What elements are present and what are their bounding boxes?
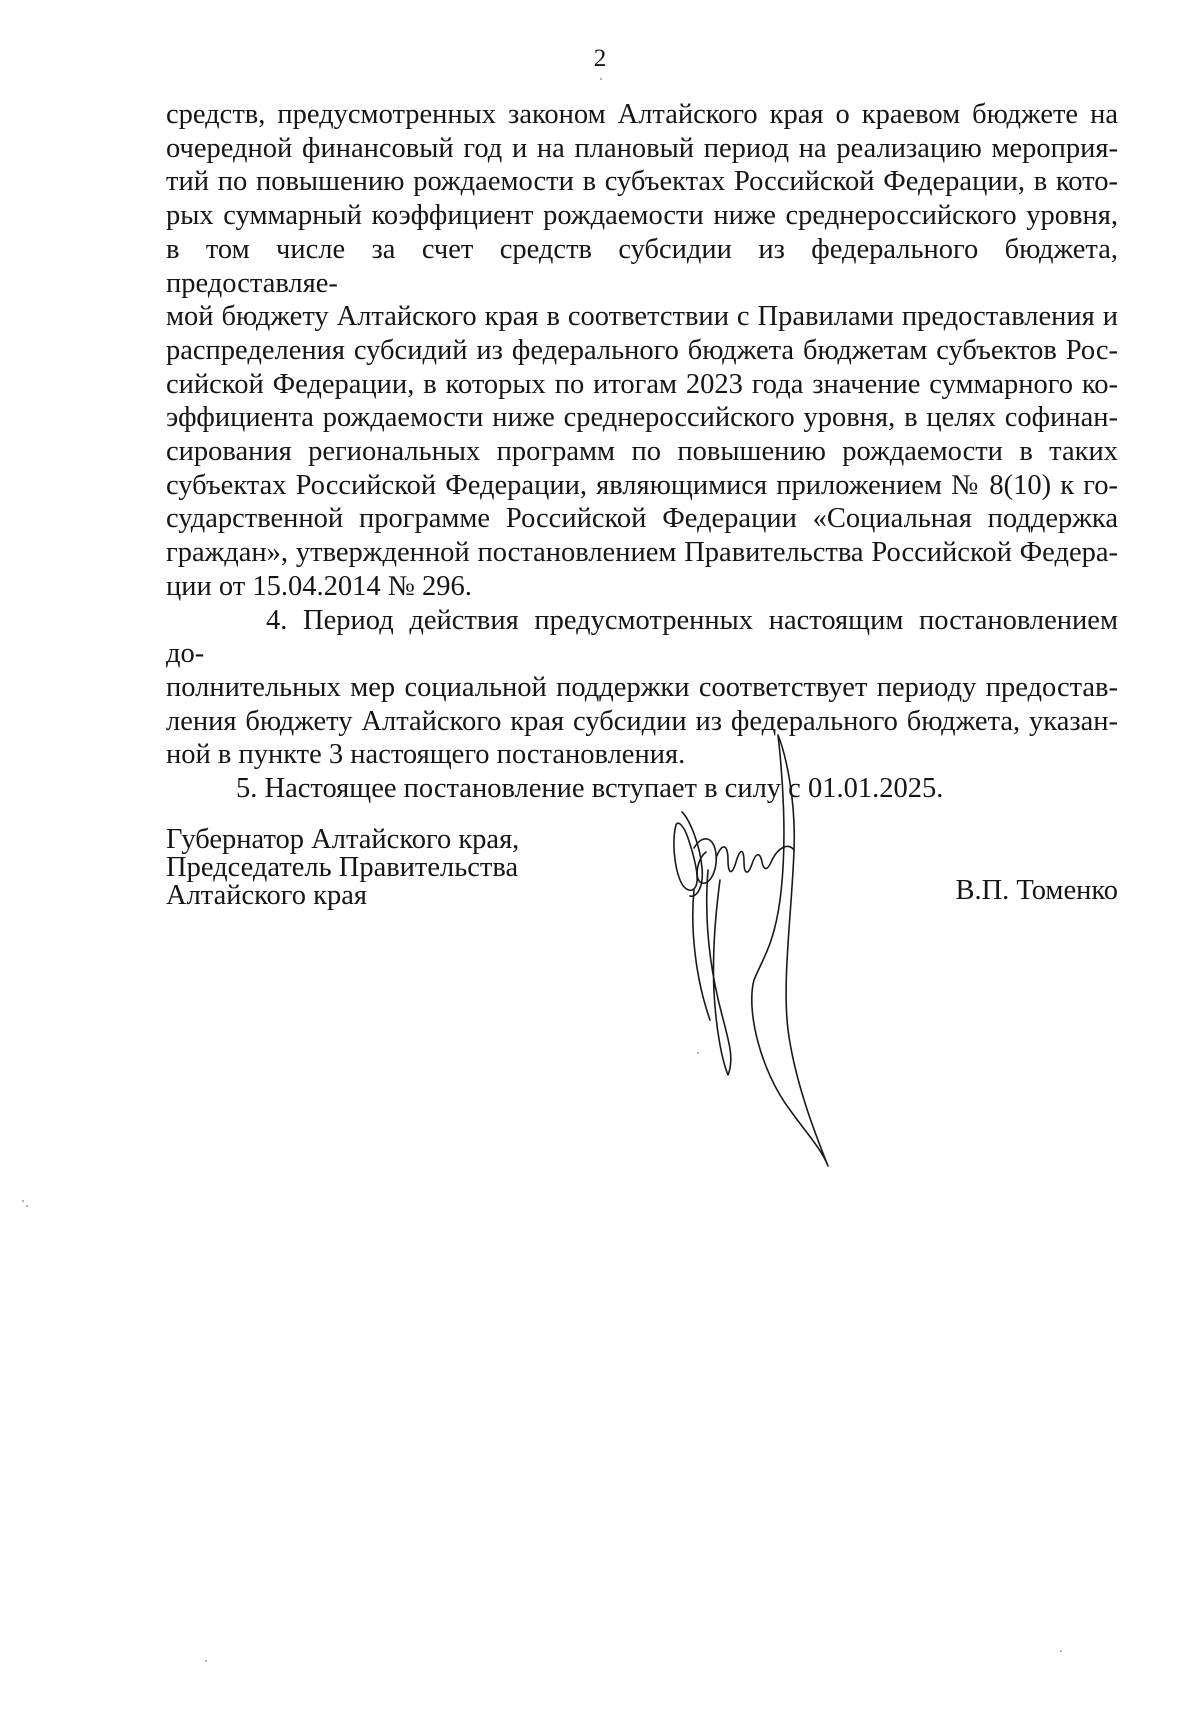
paragraph-funding-sources bbox=[166, 98, 1118, 604]
page-number: 2 bbox=[593, 45, 607, 72]
text-line: 4. Период действия предусмотренных настоящим постановлением до- bbox=[166, 604, 1118, 670]
text-line: ции от 15.04.2014 № 296. bbox=[166, 570, 472, 602]
paragraph-4-period bbox=[166, 604, 1118, 773]
text-line: сударственной программе Российской Федерации «Социальная поддержка bbox=[166, 503, 1118, 535]
scan-speck bbox=[26, 1205, 28, 1207]
position-line: Председатель Правительства bbox=[166, 852, 519, 883]
text-line: 5. Настоящее постановление вступает в силу с 01.01.2025. bbox=[236, 773, 944, 805]
document-body bbox=[166, 98, 1118, 806]
text-line: в том числе за счет средств субсидии из федерального бюджета, предоставляе- bbox=[166, 233, 1118, 299]
paragraph-5-effective-date bbox=[166, 772, 1118, 806]
scan-speck bbox=[697, 1052, 699, 1054]
position-line: Алтайского края bbox=[166, 880, 368, 911]
text-line: очередной финансовый год и на плановый период на реализацию мероприя- bbox=[166, 132, 1118, 164]
text-line: субъектах Российской Федерации, являющимися приложением № 8(10) к го- bbox=[166, 469, 1118, 501]
text-line: тий по повышению рождаемости в субъектах Российской Федерации, в кото- bbox=[166, 166, 1118, 198]
scan-speck bbox=[205, 1660, 207, 1662]
text-line: граждан», утвержденной постановлением Правительства Российской Федера- bbox=[166, 537, 1118, 569]
text-line: рых суммарный коэффициент рождаемости ниже среднероссийского уровня, bbox=[166, 200, 1118, 232]
text-line: ной в пункте 3 настоящего постановления. bbox=[166, 739, 686, 771]
text-line: мой бюджету Алтайского края в соответствии с Правилами предоставления и bbox=[166, 301, 1118, 333]
text-line: сийской Федерации, в которых по итогам 2023 года значение суммарного ко- bbox=[166, 368, 1118, 400]
text-line: средств, предусмотренных законом Алтайского края о краевом бюджете на bbox=[166, 99, 1118, 130]
signatory-name: В.П. Томенко bbox=[955, 875, 1118, 906]
signatory-position bbox=[166, 826, 519, 910]
handwritten-signature bbox=[670, 730, 900, 1190]
scan-speck bbox=[22, 1200, 24, 1202]
scan-speck bbox=[1060, 1650, 1062, 1652]
scan-speck bbox=[600, 78, 602, 80]
text-line: ления бюджету Алтайского края субсидии из федерального бюджета, указан- bbox=[166, 705, 1118, 737]
position-line: Губернатор Алтайского края, bbox=[166, 824, 520, 855]
text-line: распределения субсидий из федерального бюджета бюджетам субъектов Рос- bbox=[166, 334, 1118, 366]
text-line: сирования региональных программ по повышению рождаемости в таких bbox=[166, 436, 1118, 468]
text-line: эффициента рождаемости ниже среднероссийского уровня, в целях софинан- bbox=[166, 402, 1118, 434]
text-line: полнительных мер социальной поддержки соответствует периоду предостав- bbox=[166, 671, 1118, 703]
